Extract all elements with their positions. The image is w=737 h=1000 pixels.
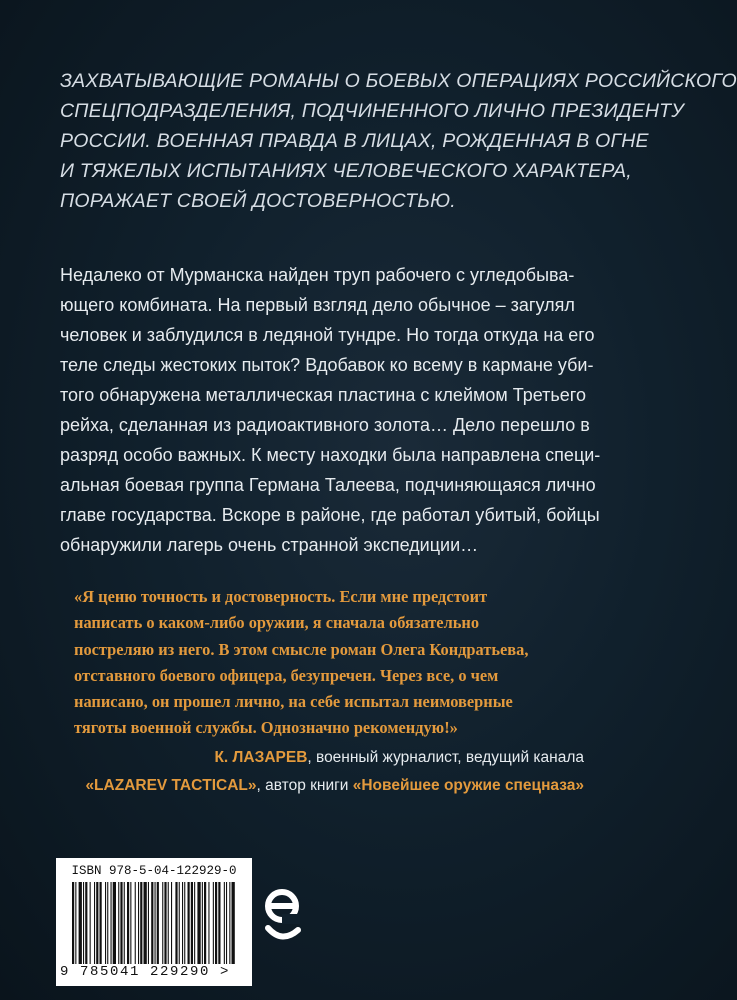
barcode-bar [144,882,147,964]
quote-line: «Я ценю точность и достоверность. Если мне предстоит [74,587,488,606]
barcode-bar [90,882,91,964]
barcode-bar [96,882,98,964]
barcode-bar [164,882,166,964]
synopsis-line: Недалеко от Мурманска найден труп рабочего с угледобыва- [60,265,575,285]
attribution-connector: , автор книги [256,777,353,794]
barcode-bar [111,882,112,964]
attribution-author: К. ЛАЗАРЕВ [214,749,308,766]
barcode-bar [184,882,185,964]
quote-line: отставного боевого офицера, безупречен. Через все, о чем [74,665,499,685]
quote-line: постреляю из него. В этом смысле роман Олега Кондратьева, [74,639,529,659]
barcode-bar [194,882,195,964]
barcode-bar [215,882,217,964]
barcode-bar [85,882,87,964]
barcode-digits: 9 785041 229290 > [60,964,231,980]
barcode-bars [72,882,236,964]
synopsis-line: человек и заблудился в ледяной тундре. Но тогда откуда на его [60,325,595,345]
isbn-barcode [56,858,252,986]
attribution-channel: «LAZAREV TACTICAL» [85,777,257,794]
barcode-bar [83,882,84,964]
barcode-bar [204,882,206,964]
synopsis-line: того обнаружена металлическая пластина с клеймом Третьего [60,385,586,405]
tagline-line: ПОРАЖАЕТ СВОЕЙ ДОСТОВЕРНОСТЬЮ. [60,190,456,212]
barcode-bar [124,882,125,964]
barcode-bar [107,882,108,964]
barcode-bar [75,882,76,964]
barcode-bar [208,882,209,964]
attribution-book: «Новейшее оружие спецназа» [352,777,584,794]
barcode-bar [232,882,235,964]
barcode-bar [175,882,177,964]
barcode-bar [105,882,106,964]
barcode-bar [188,882,190,964]
barcode-bar [94,882,95,964]
barcode-bar [130,882,131,964]
barcode-bar [224,882,225,964]
tagline-line: РОССИИ. ВОЕННАЯ ПРАВДА В ЛИЦАХ, РОЖДЕННАЯ В ОГНЕ [60,130,649,152]
barcode-bar [191,882,193,964]
synopsis-line: главе государства. Вскоре в районе, где работал убитый, бойцы [60,505,600,525]
barcode-bar [120,882,122,964]
tagline-line: ЗАХВАТЫВАЮЩИЕ РОМАНЫ О БОЕВЫХ ОПЕРАЦИЯХ РОССИЙСКОГО [60,70,737,92]
quote-line: тяготы военной службы. Однозначно рекомендую!» [74,718,458,738]
barcode-bar [155,882,156,964]
barcode-bar [100,882,102,964]
barcode-bar [229,882,230,964]
quote-line: написать о каком-либо оружии, я сначала обязательно [74,613,480,633]
barcode-bar [140,882,142,964]
tagline-line: И ТЯЖЕЛЫХ ИСПЫТАНИЯХ ЧЕЛОВЕЧЕСКОГО ХАРАКТЕРА, [60,160,632,182]
quote-attribution [85,744,584,800]
tagline-line: СПЕЦПОДРАЗДЕЛЕНИЯ, ПОДЧИНЕННОГО ЛИЧНО ПРЕЗИДЕНТУ [60,100,684,122]
barcode-bar [202,882,203,964]
barcode-bar [157,882,159,964]
barcode-bar [171,882,172,964]
barcode-bar [138,882,139,964]
endorsement-quote [74,584,614,742]
tagline [60,66,737,216]
attribution-line-2 [85,772,584,800]
barcode-bar [179,882,180,964]
barcode-bar [151,882,153,964]
attribution-line-1 [85,744,584,772]
barcode-bar [135,882,136,964]
barcode-bar [218,882,220,964]
synopsis-line: ющего комбината. На первый взгляд дело обычное – загулял [60,295,575,315]
barcode-bar [148,882,149,964]
barcode-bar [79,882,82,964]
barcode-bar [113,882,116,964]
barcode-bar [118,882,119,964]
synopsis-line: обнаружили лагерь очень странной экспедиции… [60,535,479,555]
barcode-bar [162,882,163,964]
barcode-bar [72,882,74,964]
quote-line: написано, он прошел лично, на себе испытал неимоверные [74,692,513,712]
synopsis-line: альная боевая группа Германа Талеева, подчиняющаяся лично [60,475,596,495]
barcode-bar [213,882,214,964]
barcode-bar [127,882,129,964]
barcode-bar [168,882,169,964]
eksmo-logo-icon [262,884,302,946]
attribution-role: , военный журналист, ведущий канала [307,749,584,766]
synopsis [60,260,620,560]
isbn-label: ISBN 978-5-04-122929-0 [71,864,237,878]
synopsis-line: теле следы жестоких пыток? Вдобавок ко всему в кармане уби- [60,355,594,375]
barcode-bar [197,882,200,964]
synopsis-line: рейха, сделанная из радиоактивного золота… Дело перешло в [60,415,590,435]
barcode-bar [226,882,227,964]
barcode-bar [182,882,183,964]
synopsis-line: разряд особо важных. К месту находки была направлена специ- [60,445,601,465]
